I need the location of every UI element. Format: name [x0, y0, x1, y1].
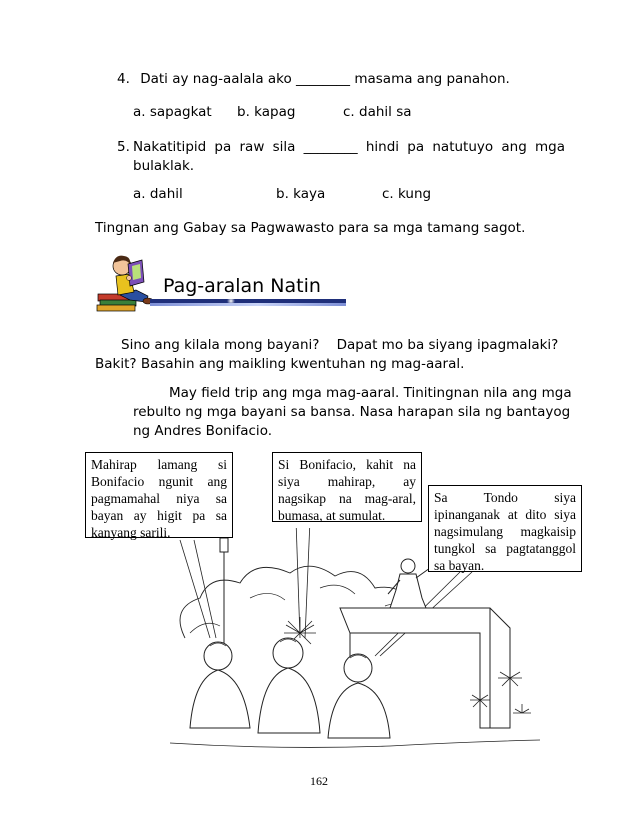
choice-5c: c. kung	[382, 186, 432, 202]
speech-bubble-right: Sa Tondo siya ipinanganak at dito siya nagsimulang magkaisip tungkol sa pagtatanggol sa bayan.	[428, 485, 582, 572]
question-5-text-line2: bulaklak.	[133, 158, 195, 174]
choice-5a: a. dahil	[133, 186, 183, 202]
intro-line2: Bakit? Basahin ang maikling kwentuhan ng mag-aaral.	[95, 356, 465, 372]
story-line2: rebulto ng mga bayani sa bansa. Nasa harapan sila ng bantayog	[133, 404, 571, 420]
choice-5b: b. kaya	[276, 186, 326, 202]
answer-key-instruction: Tingnan ang Gabay sa Pagwawasto para sa mga tamang sagot.	[95, 220, 526, 236]
speech-bubble-left: Mahirap lamang si Bonifacio ngunit ang pagmamahal niya sa bayan ay higit pa sa kanyang sarili.	[85, 452, 233, 538]
question-number: 4.	[117, 71, 130, 87]
story-line3: ng Andres Bonifacio.	[133, 423, 273, 439]
question-5-number: 5.	[117, 139, 130, 155]
choice-4b: b. kapag	[237, 104, 296, 120]
story-line1: May field trip ang mga mag-aaral. Tinitingnan nila ang mga	[169, 385, 572, 401]
question-5-text-line1: Nakatitipid pa raw sila ________ hindi pa natutuyo ang mga	[133, 139, 565, 155]
intro-line1: Sino ang kilala mong bayani? Dapat mo ba siyang ipagmalaki?	[121, 337, 559, 353]
question-4	[117, 70, 510, 89]
choice-4a: a. sapagkat	[133, 104, 212, 120]
speech-bubble-middle: Si Bonifacio, kahit na siya mahirap, ay nagsikap na mag-aral, bumasa, at sumulat.	[272, 452, 422, 522]
section-underline-accent	[150, 303, 346, 306]
reading-child-icon	[96, 250, 158, 312]
question-text: Dati ay nag-aalala ako ________ masama ang panahon.	[140, 71, 510, 87]
section-title: Pag-aralan Natin	[163, 275, 321, 297]
choice-4c: c. dahil sa	[343, 104, 412, 120]
page-number: 162	[310, 774, 328, 788]
